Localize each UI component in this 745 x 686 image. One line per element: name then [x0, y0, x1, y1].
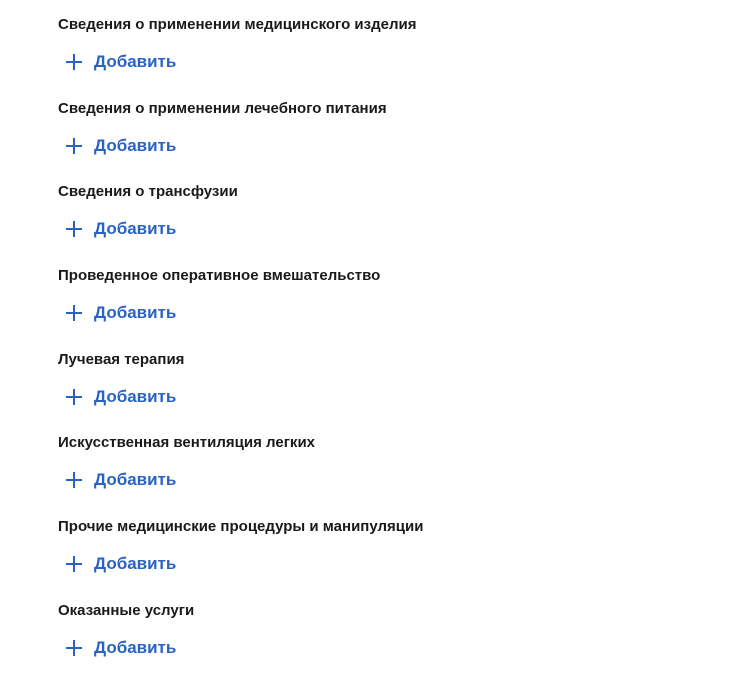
- add-button-label: Добавить: [94, 470, 177, 490]
- plus-icon: [66, 640, 82, 656]
- plus-icon: [66, 54, 82, 70]
- section-title: Искусственная вентиляция легких: [58, 434, 316, 452]
- add-radiation-therapy-button[interactable]: [66, 385, 176, 409]
- section-mechanical-ventilation: [58, 434, 718, 518]
- section-title: Оказанные услуги: [58, 601, 195, 619]
- add-other-procedures-button[interactable]: [66, 552, 176, 576]
- add-button-label: Добавить: [94, 386, 177, 406]
- add-transfusion-button[interactable]: [66, 217, 176, 241]
- add-button-label: Добавить: [94, 303, 177, 323]
- section-services-provided: [58, 602, 718, 686]
- add-button-label: Добавить: [94, 554, 177, 574]
- section-surgical-intervention: [58, 267, 718, 351]
- add-button-label: Добавить: [94, 135, 177, 155]
- plus-icon: [66, 389, 82, 405]
- section-title: Прочие медицинские процедуры и манипуляции: [58, 518, 424, 536]
- section-other-procedures: [58, 518, 718, 602]
- plus-icon: [66, 472, 82, 488]
- plus-icon: [66, 556, 82, 572]
- plus-icon: [66, 221, 82, 237]
- section-transfusion: [58, 183, 718, 267]
- plus-icon: [66, 305, 82, 321]
- section-title: Сведения о применении медицинского изделия: [58, 16, 417, 33]
- section-title: Сведения о применении лечебного питания: [58, 99, 387, 117]
- add-services-provided-button[interactable]: [66, 636, 176, 660]
- section-title: Сведения о трансфузии: [58, 183, 238, 201]
- section-title: Проведенное оперативное вмешательство: [58, 267, 381, 285]
- add-surgical-intervention-button[interactable]: [66, 301, 176, 325]
- add-button-label: Добавить: [94, 219, 177, 239]
- add-button-label: Добавить: [94, 637, 177, 657]
- section-medical-device: [58, 16, 718, 100]
- section-title: Лучевая терапия: [58, 350, 185, 368]
- section-clinical-nutrition: [58, 100, 718, 184]
- add-medical-device-button[interactable]: [66, 50, 176, 74]
- add-button-label: Добавить: [94, 52, 177, 71]
- sections-list: [58, 16, 718, 686]
- section-radiation-therapy: [58, 351, 718, 435]
- plus-icon: [66, 138, 82, 154]
- add-mechanical-ventilation-button[interactable]: [66, 468, 176, 492]
- add-clinical-nutrition-button[interactable]: [66, 134, 176, 158]
